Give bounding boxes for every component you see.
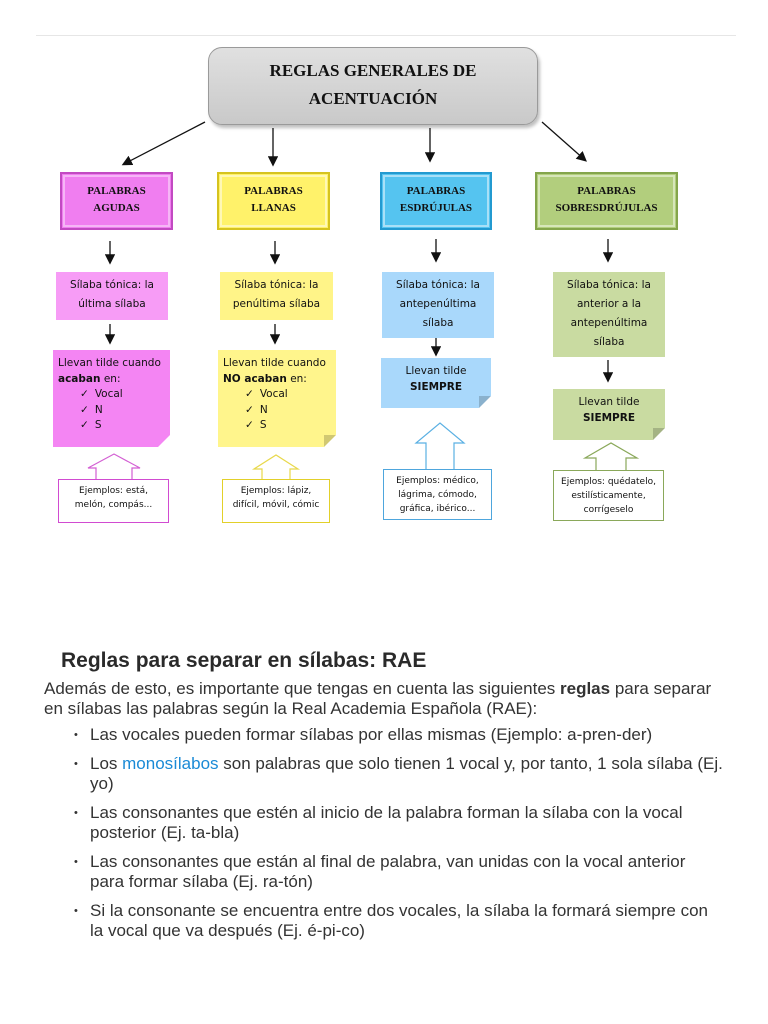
arrow-to-agudas bbox=[124, 122, 205, 164]
examples-llanas: Ejemplos: lápiz, difícil, móvil, cómic bbox=[222, 479, 330, 523]
tilde-note-esdrujulas: Llevan tilde SIEMPRE bbox=[381, 358, 491, 408]
syllable-rules-section bbox=[44, 647, 734, 950]
category-sobresdrujulas: PALABRAS SOBRESDRÚJULAS bbox=[535, 172, 678, 230]
monosilabos-link[interactable]: monosílabos bbox=[122, 754, 219, 773]
tilde-endings-agudas: ✓ Vocal ✓ N ✓ S bbox=[58, 387, 170, 434]
arrow-to-sobresdrujulas bbox=[542, 122, 585, 160]
sobresdrujulas-up-arrow bbox=[585, 443, 637, 470]
tonica-llanas: Sílaba tónica: la penúltima sílaba bbox=[220, 272, 333, 320]
tilde-note-llanas: Llevan tilde cuando NO acaban en: ✓ Vocal ✓ N ✓ S bbox=[218, 350, 336, 447]
esdrujulas-up-arrow bbox=[416, 423, 464, 469]
intro-paragraph: Además de esto, es importante que tengas en cuenta las siguientes reglas para separar en sílabas las palabras según la Real Academia Española (RAE): bbox=[44, 679, 712, 718]
list-item: • Los monosílabos son palabras que solo tienen 1 vocal y, por tanto, 1 sola sílaba (Ej. yo) bbox=[90, 754, 734, 794]
agudas-up-arrow bbox=[88, 454, 140, 479]
diagram-title-line1: REGLAS GENERALES DE bbox=[269, 61, 477, 80]
list-item: • Las consonantes que están al final de palabra, van unidas con la vocal anterior para formar sílaba (Ej. ra-tón) bbox=[90, 852, 734, 892]
list-item: • Las consonantes que estén al inicio de la palabra forman la sílaba con la vocal posterior (Ej. ta-bla) bbox=[90, 803, 734, 843]
tonica-sobresdrujulas: Sílaba tónica: la anterior a la antepenúltima sílaba bbox=[553, 272, 665, 357]
tonica-esdrujulas: Sílaba tónica: la antepenúltima sílaba bbox=[382, 272, 494, 338]
diagram-title-line2: ACENTUACIÓN bbox=[308, 89, 438, 108]
tilde-note-sobresdrujulas: Llevan tilde SIEMPRE bbox=[553, 389, 665, 440]
examples-esdrujulas: Ejemplos: médico, lágrima, cómodo, gráfica, ibérico... bbox=[383, 469, 492, 520]
tilde-note-agudas: Llevan tilde cuando acaban en: ✓ Vocal ✓ N ✓ S bbox=[53, 350, 170, 447]
list-item: • Las vocales pueden formar sílabas por ellas mismas (Ejemplo: a-pren-der) bbox=[90, 725, 734, 745]
category-esdrujulas: PALABRAS ESDRÚJULAS bbox=[380, 172, 492, 230]
diagram-title bbox=[208, 47, 538, 125]
llanas-up-arrow bbox=[254, 455, 298, 479]
list-item: • Si la consonante se encuentra entre dos vocales, la sílaba la formará siempre con la vocal que va después (Ej. é-pi-co) bbox=[90, 901, 734, 941]
tonica-agudas: Sílaba tónica: la última sílaba bbox=[56, 272, 168, 320]
tilde-endings-llanas: ✓ Vocal ✓ N ✓ S bbox=[223, 387, 336, 434]
category-llanas: PALABRAS LLANAS bbox=[217, 172, 330, 230]
category-agudas: PALABRAS AGUDAS bbox=[60, 172, 173, 230]
section-heading: Reglas para separar en sílabas: RAE bbox=[61, 649, 427, 672]
examples-sobresdrujulas: Ejemplos: quédatelo, estilísticamente, corrígeselo bbox=[553, 470, 664, 521]
examples-agudas: Ejemplos: está, melón, compás... bbox=[58, 479, 169, 523]
rules-list bbox=[44, 725, 734, 941]
